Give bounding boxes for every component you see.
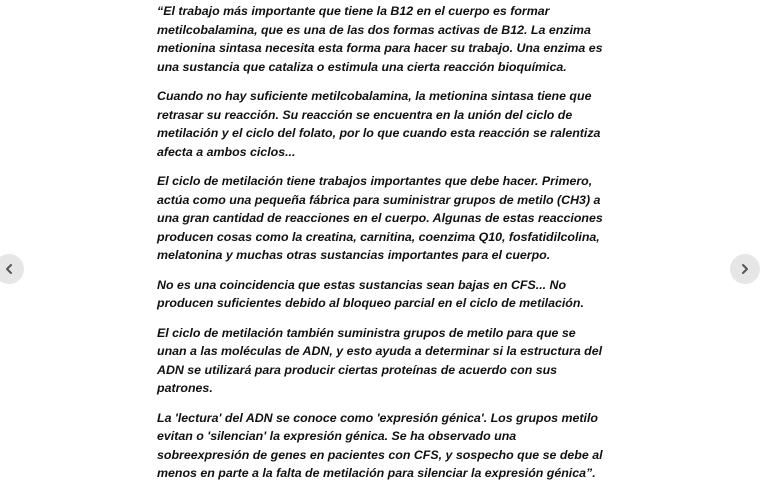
article-paragraph-3: El ciclo de metilación tiene trabajos importantes que debe hacer. Primero, actúa como una pequeña fábrica para suministrar grupos de metilo (CH3) a una gran cantidad de reacciones en el cuerpo. Algunas de estas reacciones producen cosas como la creatina, carnitina, coenzima Q10, fosfatidilcolina, melatonina y muchas otras sustancias importantes para el cuerpo. bbox=[157, 174, 603, 262]
next-button[interactable] bbox=[730, 254, 760, 284]
chevron-right-icon bbox=[740, 264, 750, 274]
chevron-left-icon bbox=[4, 264, 14, 274]
article-paragraph-2: Cuando no hay suficiente metilcobalamina, la metionina sintasa tiene que retrasar su reacción. Su reacción se encuentra en la unión del ciclo de metilación y el ciclo del folato, por lo que cuando esta reacción se ralentiza afecta a ambos ciclos... bbox=[157, 89, 601, 159]
article-paragraph-6: La 'lectura' del ADN se conoce como 'expresión génica'. Los grupos metilo evitan o 'silencian' la expresión génica. Se ha observado una sobreexpresión de genes en pacientes con CFS, y sospecho que se debe al menos en parte a la falta de metilación para silenciar la expresión génica”. bbox=[157, 410, 603, 480]
article-paragraph-4: No es una coincidencia que estas sustancias sean bajas en CFS... No producen suficientes debido al bloqueo parcial en el ciclo de metilación. bbox=[157, 277, 584, 310]
article-body bbox=[157, 0, 607, 494]
article-paragraph-5: El ciclo de metilación también suministra grupos de metilo para que se unan a las moléculas de ADN, y esto ayuda a determinar si la estructura del ADN se utilizará para producir ciertas proteínas de acuerdo con sus patrones. bbox=[157, 325, 603, 395]
article-paragraph-1: “El trabajo más importante que tiene la B12 en el cuerpo es formar metilcobalamina, que es una de las dos formas activas de B12. La enzima metionina sintasa necesita esta forma para hacer su trabajo. Una enzima es una sustancia que cataliza o estimula una cierta reacción bioquímica. bbox=[157, 4, 603, 74]
previous-button[interactable] bbox=[0, 254, 24, 284]
